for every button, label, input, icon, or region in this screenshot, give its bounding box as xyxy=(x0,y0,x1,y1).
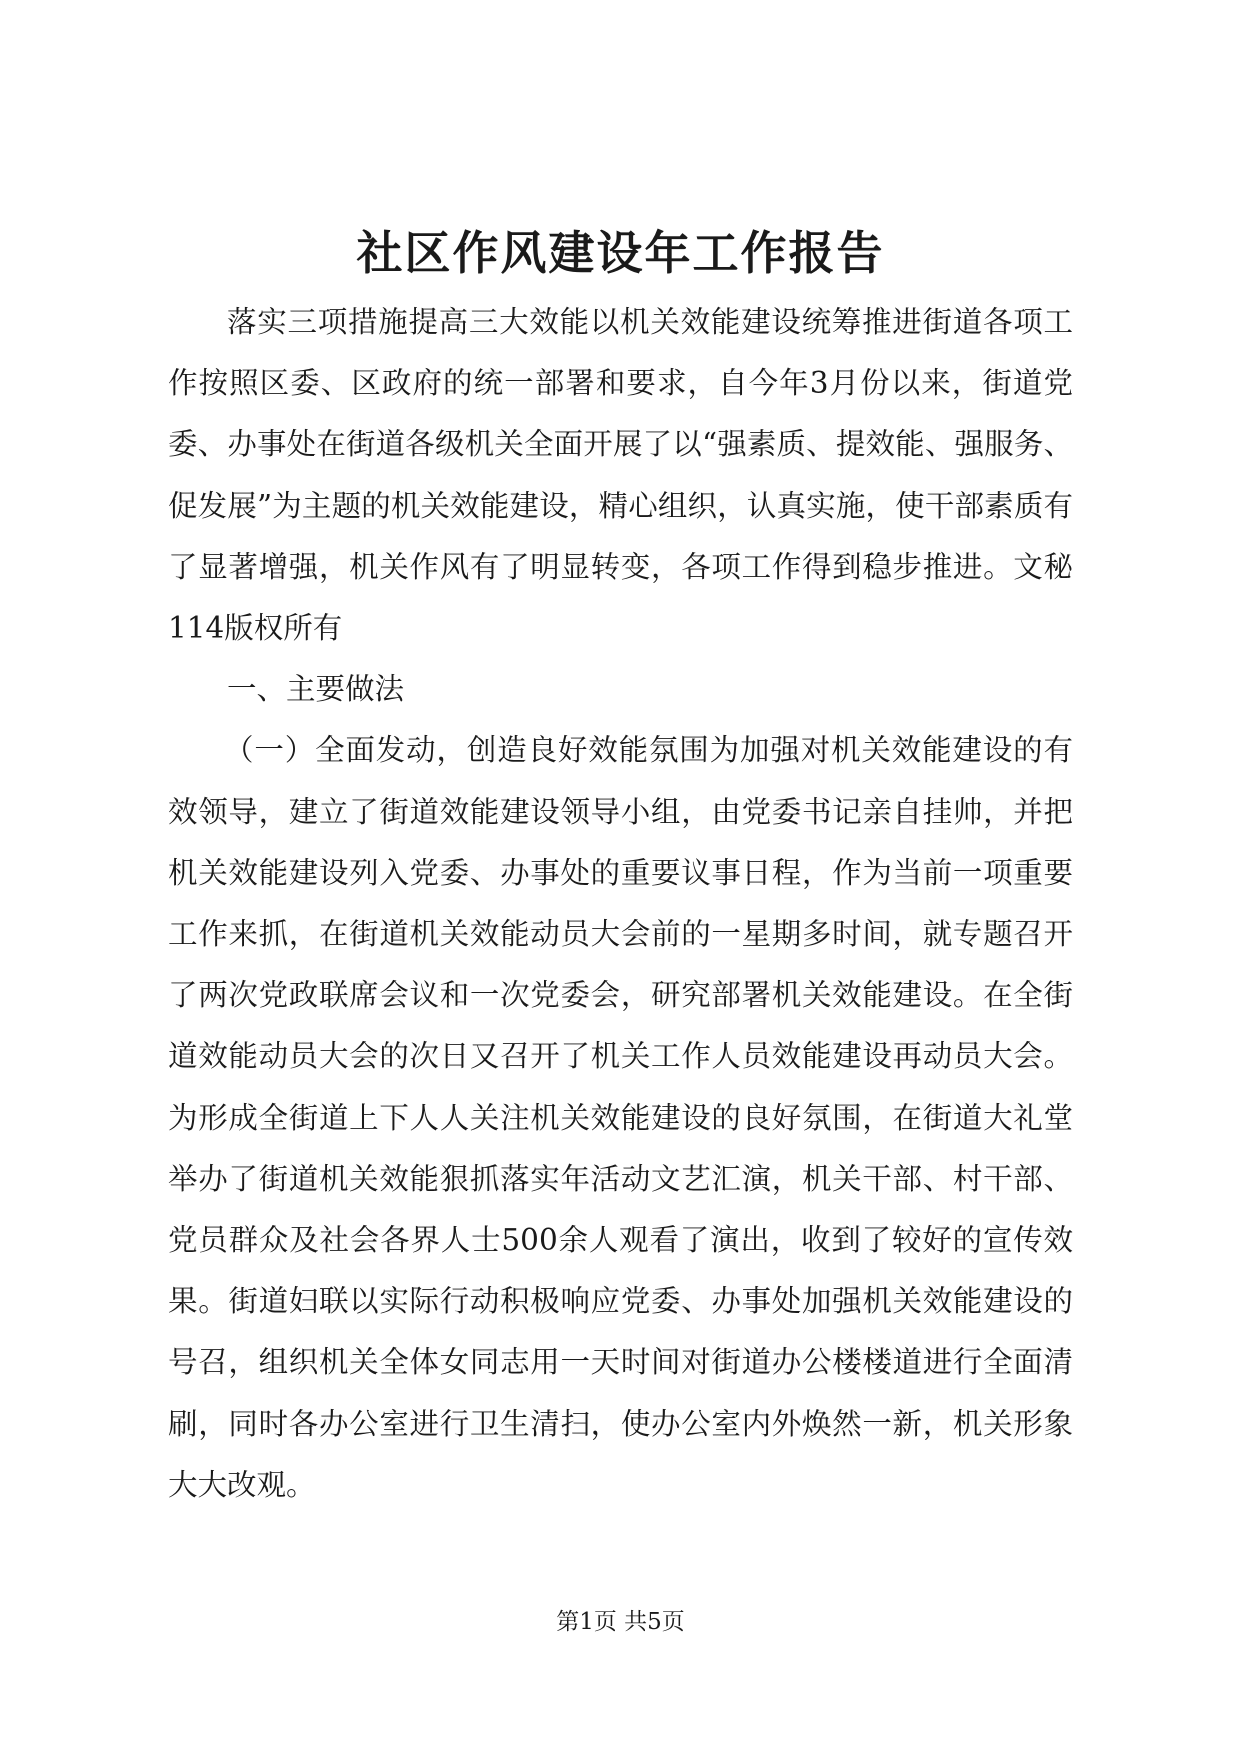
document-body xyxy=(168,292,1073,1516)
document-title: 社区作风建设年工作报告 xyxy=(356,226,885,280)
section-heading: 一、主要做法 xyxy=(227,672,405,707)
page-footer: 第1页 共5页 xyxy=(556,1609,685,1635)
intro-paragraph: 落实三项措施提高三大效能以机关效能建设统筹推进街道各项工作按照区委、区政府的统一部署和要求，自今年3月份以来，街道党委、办事处在街道各级机关全面开展了以“强素质、提效能、强服务、促发展”为主题的机关效能建设，精心组织，认真实施，使干部素质有了显著增强，机关作风有了明显转变，各项工作得到稳步推进。文秘114版权所有 xyxy=(168,305,1073,646)
subsection-paragraph: （一）全面发动，创造良好效能氛围为加强对机关效能建设的有效领导，建立了街道效能建设领导小组，由党委书记亲自挂帅，并把机关效能建设列入党委、办事处的重要议事日程，作为当前一项重要工作来抓，在街道机关效能动员大会前的一星期多时间，就专题召开了两次党政联席会议和一次党委会，研究部署机关效能建设。在全街道效能动员大会的次日又召开了机关工作人员效能建设再动员大会。为形成全街道上下人人关注机关效能建设的良好氛围，在街道大礼堂举办了街道机关效能狠抓落实年活动文艺汇演，机关干部、村干部、党员群众及社会各界人士500余人观看了演出，收到了较好的宣传效果。街道妇联以实际行动积极响应党委、办事处加强机关效能建设的号召，组织机关全体女同志用一天时间对街道办公楼楼道进行全面清刷，同时各办公室进行卫生清扫，使办公室内外焕然一新，机关形象大大改观。 xyxy=(168,733,1073,1502)
